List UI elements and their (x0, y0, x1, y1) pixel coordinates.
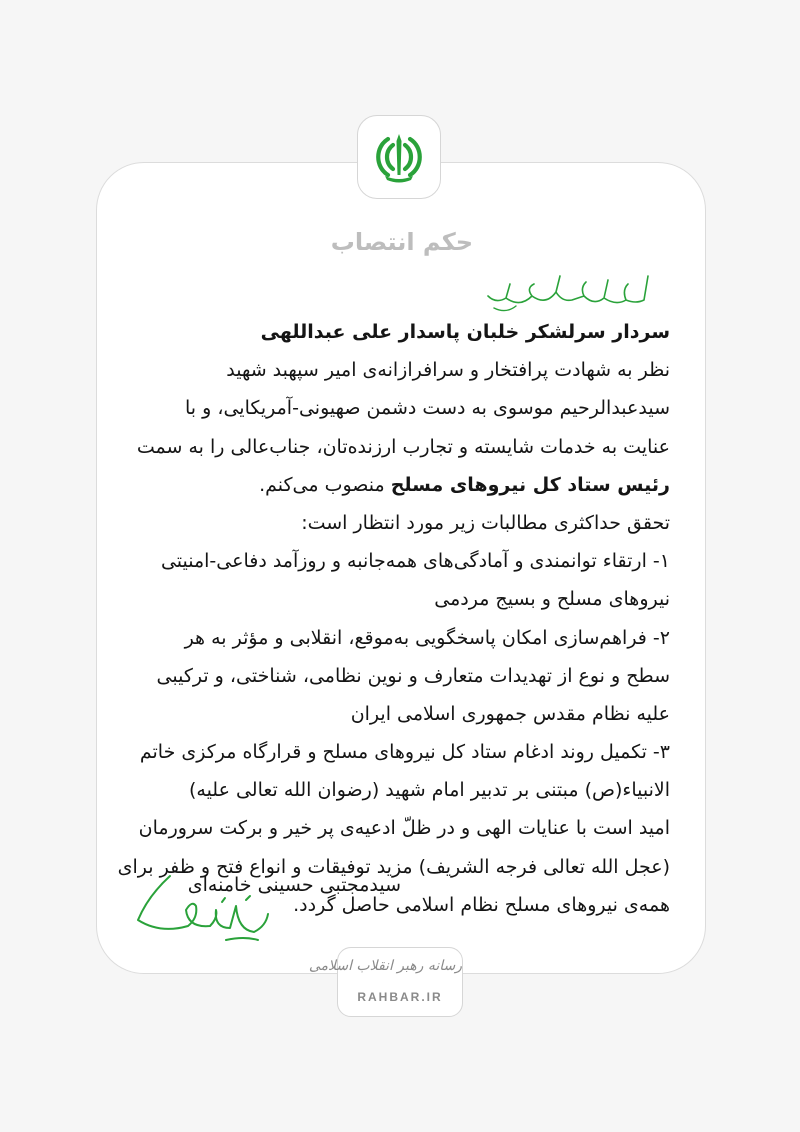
bismillah-calligraphy (476, 266, 656, 316)
logo-calligraphy: رسانه رهبر انقلاب اسلامی (308, 958, 462, 974)
signatory-name: سیدمجتبی حسینی خامنه‌ای (187, 874, 401, 896)
body-line: عنایت به خدمات شایسته و تجارب ارزنده‌تان، جناب‌عالی را به سمت (136, 435, 670, 458)
body-line: ۲- فراهم‌سازی امکان پاسخگویی به‌موقع، انقلابی و مؤثر به هر (184, 626, 670, 649)
decree-title: حکم انتصاب (330, 228, 473, 256)
rahbar-logo (308, 947, 463, 1017)
body-line: همه‌ی نیروهای مسلح نظام اسلامی حاصل گردد. (293, 893, 670, 916)
body-line: سیدعبدالرحیم موسوی به دست دشمن صهیونی-آمریکایی، و با (184, 397, 670, 420)
body-line: تحقق حداکثری مطالبات زیر مورد انتظار است: (301, 511, 670, 534)
body-line: ۳- تکمیل روند ادغام ستاد کل نیروهای مسلح و قرارگاه مرکزی خاتم (139, 741, 670, 764)
addressee: سردار سرلشکر خلبان پاسدار علی عبداللهی (260, 321, 670, 343)
body-line: امید است با عنایات الهی و در ظلّ ادعیه‌ی پر خیر و برکت سرورمان (138, 817, 670, 840)
decree-body (117, 313, 670, 924)
position-suffix: منصوب می‌کنم. (259, 473, 391, 496)
body-line: علیه نظام مقدس جمهوری اسلامی ایران (350, 702, 670, 725)
body-line: سطح و نوع از تهدیدات متعارف و نوین نظامی، شناختی، و ترکیبی (156, 664, 670, 687)
handwritten-signature (126, 870, 276, 950)
logo-url: RAHBAR.IR (357, 990, 443, 1004)
body-line: الانبیاء(ص) مبتنی بر تدبیر امام شهید (رضوان الله تعالی علیه) (188, 779, 670, 802)
iran-emblem-icon (371, 129, 427, 185)
position-line (150, 466, 670, 504)
position-title: رئیس ستاد کل نیروهای مسلح (390, 473, 670, 496)
body-line: نیروهای مسلح و بسیج مردمی (434, 588, 670, 611)
body-line: (عجل الله تعالی فرجه الشریف) مزید توفیقات و انواع فتح و ظفر برای (117, 855, 670, 878)
body-line: نظر به شهادت پرافتخار و سرافرازانه‌ی امیر سپهبد شهید (226, 359, 670, 382)
emblem-box (357, 115, 441, 199)
body-line: ۱- ارتقاء توانمندی و آمادگی‌های همه‌جانبه و روزآمد دفاعی-امنیتی (160, 550, 670, 573)
